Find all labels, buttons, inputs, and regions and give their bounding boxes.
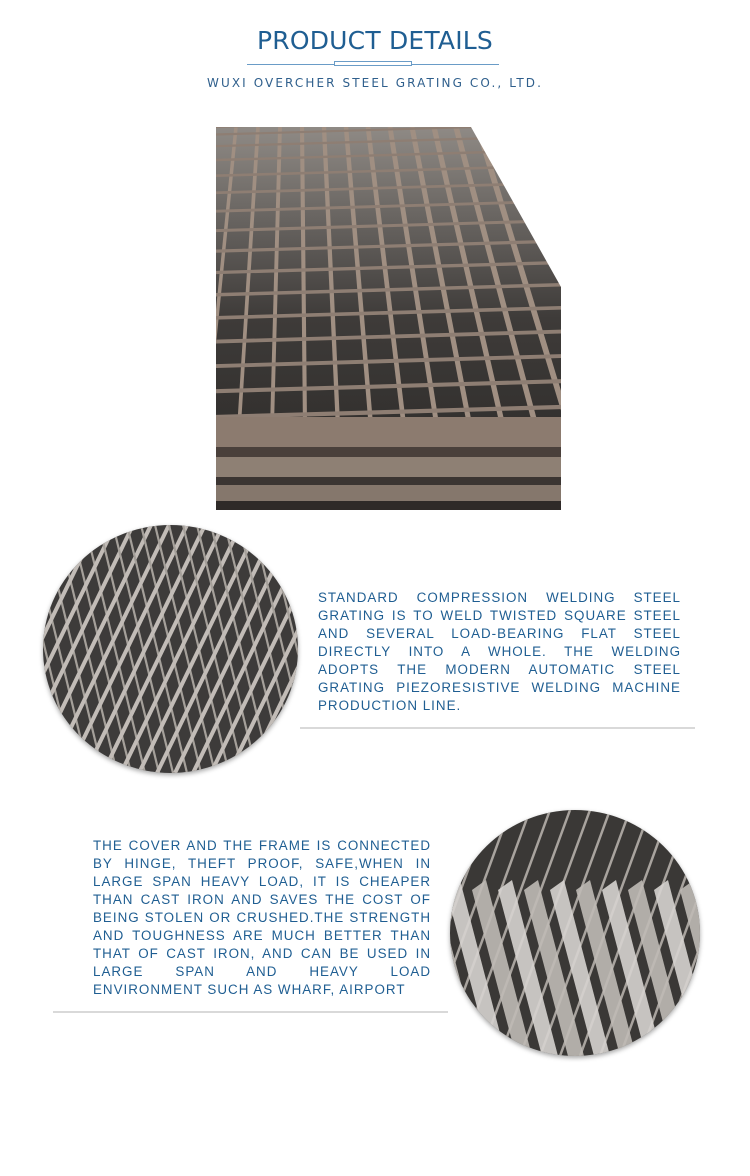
- company-name: WUXI OVERCHER STEEL GRATING CO., LTD.: [206, 76, 544, 90]
- title-divider-left: [247, 64, 334, 65]
- title-divider-center: [334, 61, 412, 66]
- welded-grating-closeup-photo: [43, 525, 298, 773]
- section-separator: [300, 727, 695, 729]
- title-divider-right: [412, 64, 499, 65]
- section-description-cover-frame: THE COVER AND THE FRAME IS CONNECTED BY HINGE, THEFT PROOF, SAFE,WHEN IN LARGE SPAN HEAVY LOAD, IT IS CHEAPER THAN CAST IRON AND SAVES THE COST OF BEING STOLEN OR CRUSHED.THE STRENGTH AND TOUGHNESS ARE MUCH BETTER THAN THAT OF CAST IRON, AND CAN BE USED IN LARGE SPAN AND HEAVY LOAD ENVIRONMENT SUCH AS WHARF, AIRPORT: [93, 838, 431, 997]
- page-title: PRODUCT DETAILS: [257, 26, 493, 55]
- section-description-welding: STANDARD COMPRESSION WELDING STEEL GRATING IS TO WELD TWISTED SQUARE STEEL AND SEVERAL LOAD-BEARING FLAT STEEL DIRECTLY INTO A WHOLE. THE WELDING ADOPTS THE MODERN AUTOMATIC STEEL GRATING PIEZORESISTIVE WELDING MACHINE PRODUCTION LINE.: [318, 590, 681, 713]
- steel-grating-panel-photo: [216, 127, 561, 510]
- section-separator: [53, 1011, 448, 1013]
- galvanized-grating-bars-photo: [450, 810, 700, 1056]
